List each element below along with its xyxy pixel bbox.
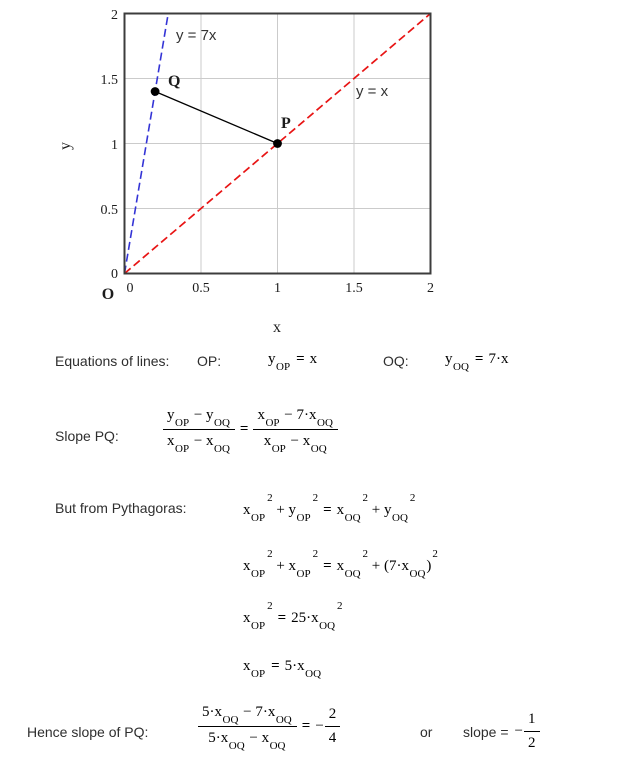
y-axis-label: y: [57, 142, 74, 150]
xtick-2: 2: [427, 281, 434, 296]
slope-equals-label: slope =: [463, 723, 509, 740]
xtick-1-5: 1.5: [345, 281, 363, 296]
slope-result: slope = − $\frac{1}{2}$: [463, 710, 540, 753]
ytick-0-5: 0.5: [100, 203, 118, 218]
pythagoras-equation-2: $x_{OP}^2 + x_{OP}^2= x_{OQ}^2 + (7\cdot x_{OQ})^2$: [243, 548, 438, 580]
point-q-marker: [151, 87, 160, 96]
or-label: or: [420, 724, 433, 740]
ytick-1-5: 1.5: [100, 73, 118, 88]
fraction-slope-right: $\frac{x_{OP} - 7\cdot x_{OQ}}{x_{OP} - x_{OQ}}$: [253, 406, 337, 453]
point-p-marker: [273, 139, 282, 148]
fraction-slope-left: $\frac{y_{OP} - y_{OQ}}{x_{OP} - x_{OQ}}$: [163, 406, 235, 453]
op-label: OP:: [197, 353, 222, 369]
xtick-0: 0: [126, 281, 134, 296]
pythagoras-label: But from Pythagoras:: [55, 500, 187, 516]
x-axis-label: x: [273, 319, 281, 336]
label-line-7x: y = 7x: [176, 27, 217, 44]
slope-pq-label: Slope PQ:: [55, 428, 119, 444]
xtick-0-5: 0.5: [192, 281, 210, 296]
ytick-1: 1: [111, 138, 118, 153]
hence-slope-label: Hence slope of PQ:: [27, 724, 149, 740]
pythagoras-equation-4: $x_{OP} = 5\cdot x_{OQ}$: [243, 658, 322, 680]
label-point-p: P: [281, 115, 291, 132]
fraction-neg-2-4: $\frac{2}{4}$: [325, 705, 341, 748]
oq-label: OQ:: [383, 353, 409, 369]
segment-qp: [155, 92, 277, 144]
label-point-q: Q: [168, 73, 181, 90]
pythagoras-equation-3: $x_{OP}^2= 25\cdot x_{OQ}^2$: [243, 600, 343, 632]
pythagoras-equation-1: $x_{OP}^2 + y_{OP}^2= x_{OQ}^2 + y_{OQ}^2$: [243, 492, 416, 524]
ytick-0: 0: [111, 267, 118, 282]
slope-pq-equation: $\frac{y_{OP} - y_{OQ}}{x_{OP} - x_{OQ}}$ = $\frac{x_{OP} - 7\cdot x_{OQ}}{x_{OP} - x_{OQ}}$: [163, 406, 338, 453]
equations-of-lines-label: Equations of lines:: [55, 353, 170, 369]
label-line-x: y = x: [356, 83, 389, 100]
hence-slope-equation: $\frac{5\cdot x_{OQ} - 7\cdot x_{OQ}}{5\cdot x_{OQ} - x_{OQ}}$ = − $\frac{2}{4}$: [198, 703, 340, 750]
ytick-2: 2: [111, 8, 118, 23]
xtick-1: 1: [274, 281, 281, 296]
fraction-hence: $\frac{5\cdot x_{OQ} - 7\cdot x_{OQ}}{5\cdot x_{OQ} - x_{OQ}}$: [198, 703, 297, 750]
equation-y-op: $y_{OP} = x$: [268, 351, 318, 373]
fraction-neg-1-2: $\frac{1}{2}$: [524, 710, 540, 753]
xy-plot: [0, 0, 480, 345]
label-origin: O: [101, 286, 115, 303]
equation-y-oq: $y_{OQ} = 7\cdot x$: [445, 351, 509, 373]
